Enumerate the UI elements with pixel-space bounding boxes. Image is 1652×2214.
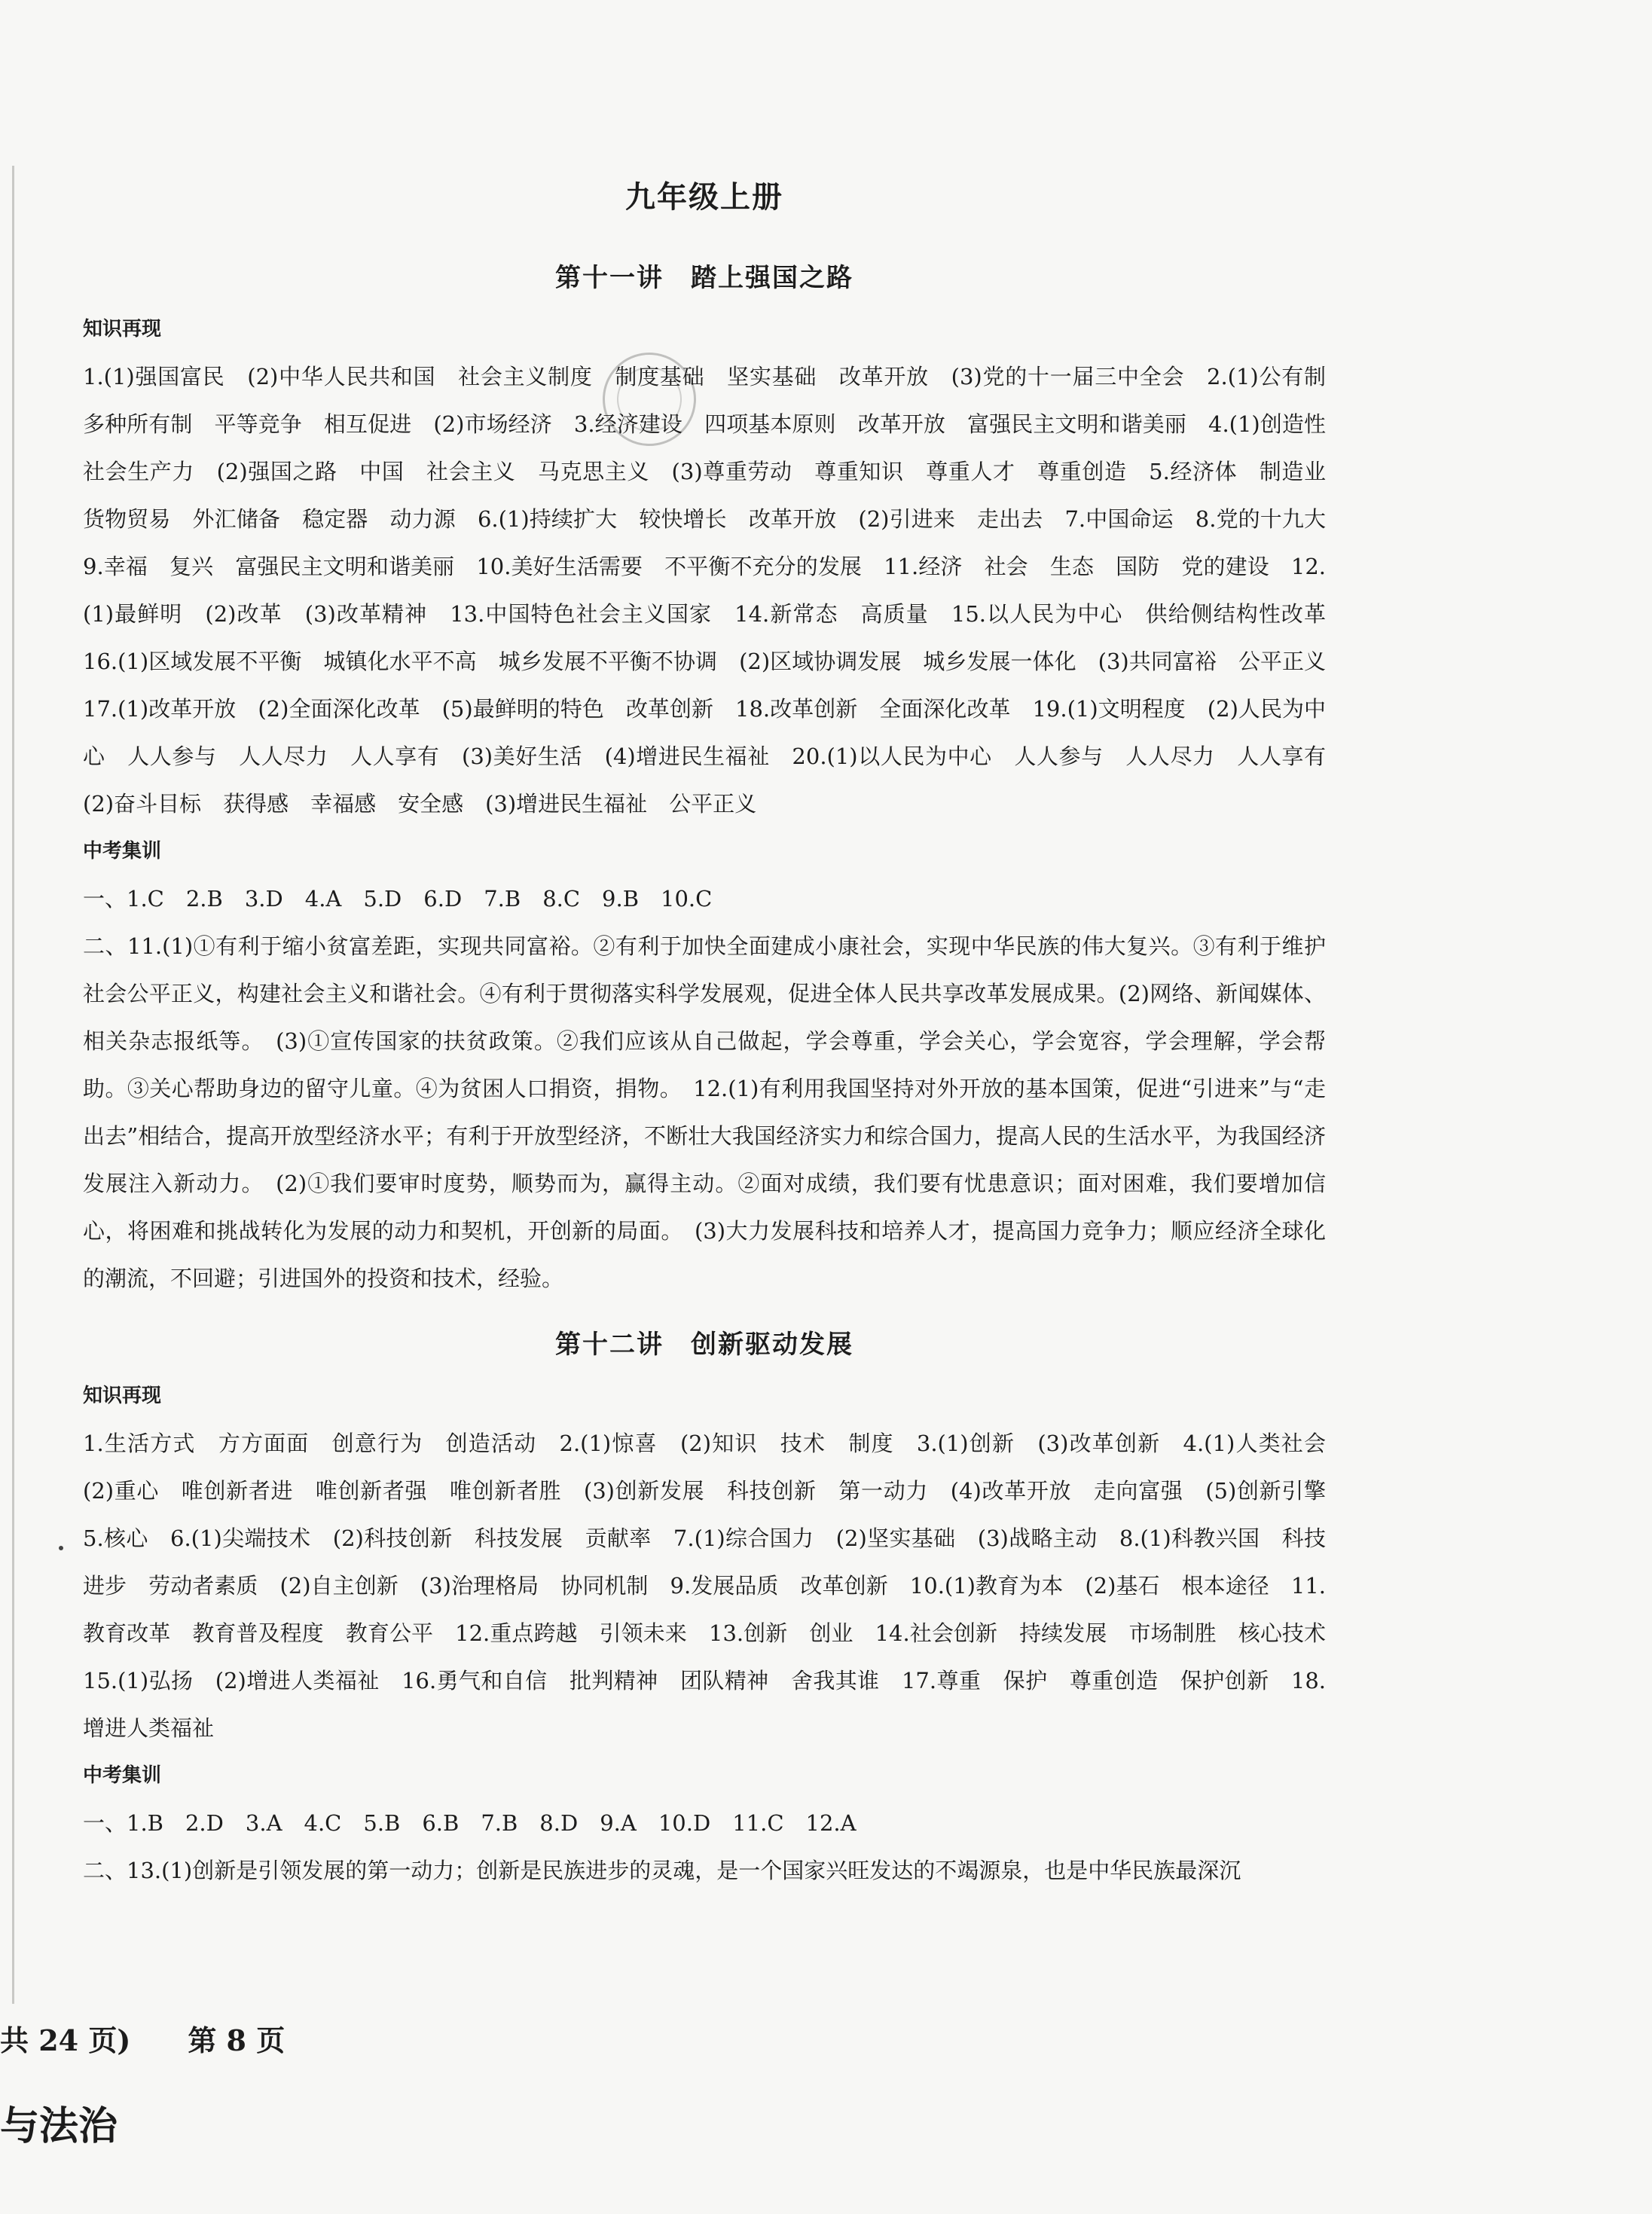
exam-heading: 中考集训 bbox=[83, 1764, 162, 1787]
lecture-12 bbox=[83, 1324, 1348, 1895]
page-footer: 共 24 页) 第 8 页 bbox=[0, 2023, 286, 2057]
exam-choice-answers: 一、1.C 2.B 3.D 4.A 5.D 6.D 7.B 8.C 9.B 10.C bbox=[83, 886, 713, 912]
knowledge-heading: 知识再现 bbox=[83, 318, 162, 340]
lecture-title: 第十一讲 踏上强国之路 bbox=[555, 263, 853, 293]
ink-dot bbox=[59, 1546, 63, 1550]
exam-open-answers: 二、13.(1)创新是引领发展的第一动力；创新是民族进步的灵魂，是一个国家兴旺发达的不竭源泉，也是中华民族最深沉 bbox=[83, 1858, 1241, 1883]
knowledge-answers: 1.生活方式 方方面面 创意行为 创造活动 2.(1)惊喜 (2)知识 技术 制度 3.(1)创新 (3)改革创新 4.(1)人类社会 (2)重心 唯创新者进 唯创新者强 唯创新者胜 (3)创新发展 科技创新 第一动力 (4)改革开放 走向富强 (5)创新引擎 5.核心 6.(1)尖端技术 (2)科技创新 科技发展 贡献率 7.(1)综合国力 (2)坚实基础 (3)战略主动 8.(1)科教兴国 科技进步 劳动者素质 (2)自主创新 (3)治理格局 协同机制 9.发展品质 改革创新 10.(1)教育为本 (2)基石 根本途径 11.教育改革 教育普及程度 教育公平 12.重点跨越 引领未来 13.创新 创业 14.社会创新 持续发展 市场制胜 核心技术 15.(1)弘扬 (2)增进人类福祉 16.勇气和自信 批判精神 团队精神 舍我其谁 17.尊重 保护 尊重创造 保护创新 18.增进人类福祉 bbox=[83, 1431, 1348, 1741]
knowledge-answers: 1.(1)强国富民 (2)中华人民共和国 社会主义制度 制度基础 坚实基础 改革开放 (3)党的十一届三中全会 2.(1)公有制 多种所有制 平等竞争 相互促进 (2)市场经济 3.经济建设 四项基本原则 改革开放 富强民主文明和谐美丽 4.(1)创造性 社会生产力 (2)强国之路 中国 社会主义 马克思主义 (3)尊重劳动 尊重知识 尊重人才 尊重创造 5.经济体 制造业 货物贸易 外汇储备 稳定器 动力源 6.(1)持续扩大 较快增长 改革开放 (2)引进来 走出去 7.中国命运 8.党的十九大 9.幸福 复兴 富强民主文明和谐美丽 10.美好生活需要 不平衡不充分的发展 11.经济 社会 生态 国防 党的建设 12.(1)最鲜明 (2)改革 (3)改革精神 13.中国特色社会主义国家 14.新常态 高质量 15.以人民为中心 供给侧结构性改革 16.(1)区域发展不平衡 城镇化水平不高 城乡发展不平衡不协调 (2)区域协调发展 城乡发展一体化 (3)共同富裕 公平正义 17.(1)改革开放 (2)全面深化改革 (5)最鲜明的特色 改革创新 18.改革创新 全面深化改革 19.(1)文明程度 (2)人民为中心 人人参与 人人尽力 人人享有 (3)美好生活 (4)增进民生福祉 20.(1)以人民为中心 人人参与 人人尽力 人人享有 (2)奋斗目标 获得感 幸福感 安全感 (3)增进民生福祉 公平正义 bbox=[83, 364, 1348, 817]
exam-heading: 中考集训 bbox=[83, 840, 162, 863]
page-binding-rule bbox=[12, 166, 14, 2004]
page-content bbox=[83, 173, 1348, 1916]
subject-label: 与法治 bbox=[0, 2104, 118, 2149]
exam-open-answers: 二、11.(1)①有利于缩小贫富差距，实现共同富裕。②有利于加快全面建成小康社会，实现中华民族的伟大复兴。③有利于维护社会公平正义，构建社会主义和谐社会。④有利于贯彻落实科学发展观，促进全体人民共享改革发展成果。(2)网络、新闻媒体、相关杂志报纸等。 (3)①宣传国家的扶贫政策。②我们应该从自己做起，学会尊重，学会关心，学会宽容，学会理解，学会帮助。③关心帮助身边的留守儿童。④为贫困人口捐资，捐物。 12.(1)有利用我国坚持对外开放的基本国策，促进“引进来”与“走出去”相结合，提高开放型经济水平；有利于开放型经济，不断壮大我国经济实力和综合国力，提高人民的生活水平，为我国经济发展注入新动力。 (2)①我们要审时度势，顺势而为，赢得主动。②面对成绩，我们要有忧患意识；面对困难，我们要增加信心，将困难和挑战转化为发展的动力和契机，开创新的局面。 (3)大力发展科技和培养人才，提高国力竞争力；顺应经济全球化的潮流，不回避；引进国外的投资和技术，经验。 bbox=[83, 933, 1326, 1291]
knowledge-heading: 知识再现 bbox=[83, 1385, 162, 1407]
exam-choice-answers: 一、1.B 2.D 3.A 4.C 5.B 6.B 7.B 8.D 9.A 10.D 11.C 12.A bbox=[83, 1810, 857, 1836]
lecture-title: 第十二讲 创新驱动发展 bbox=[555, 1330, 853, 1360]
lecture-11 bbox=[83, 257, 1348, 1302]
book-title: 九年级上册 bbox=[625, 179, 783, 215]
